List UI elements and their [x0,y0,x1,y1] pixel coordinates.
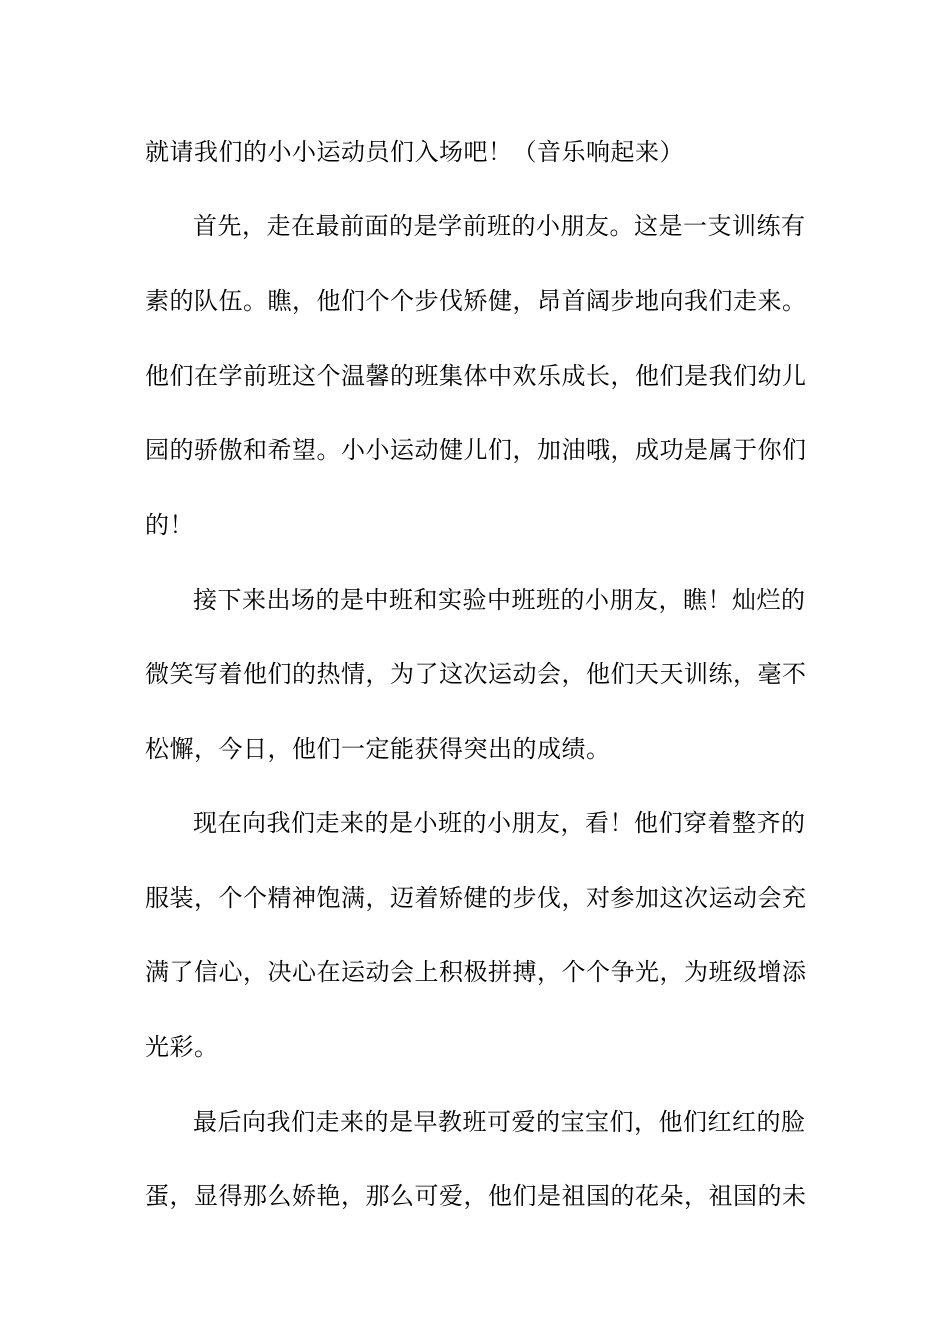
text-line: 蛋，显得那么娇艳，那么可爱，他们是祖国的花朵，祖国的未 [145,1182,807,1210]
paragraph-first-line: 首先，走在最前面的是学前班的小朋友。这是一支训练有 [193,212,806,240]
text-line: 他们在学前班这个温馨的班集体中欢乐成长，他们是我们幼儿 [145,362,807,390]
text-line: 松懈，今日，他们一定能获得突出的成绩。 [145,735,611,763]
paragraph-first-line: 接下来出场的是中班和实验中班班的小朋友，瞧！灿烂的 [193,586,806,614]
text-line: 光彩。 [145,1033,219,1061]
text-line: 微笑写着他们的热情，为了这次运动会，他们天天训练，毫不 [145,660,807,688]
paragraph-first-line: 现在向我们走来的是小班的小朋友，看！他们穿着整齐的 [193,809,806,837]
text-line: 园的骄傲和希望。小小运动健儿们，加油哦，成功是属于你们 [145,436,807,464]
paragraph-first-line: 最后向我们走来的是早教班可爱的宝宝们，他们红红的脸 [193,1108,806,1136]
text-line: 就请我们的小小运动员们入场吧！（音乐响起来） [145,138,684,166]
text-line: 服装，个个精神饱满，迈着矫健的步伐，对参加这次运动会充 [145,884,807,912]
text-line: 满了信心，决心在运动会上积极拼搏，个个争光，为班级增添 [145,958,807,986]
text-line: 素的队伍。瞧，他们个个步伐矫健，昂首阔步地向我们走来。 [145,287,807,315]
text-line: 的！ [145,511,194,539]
